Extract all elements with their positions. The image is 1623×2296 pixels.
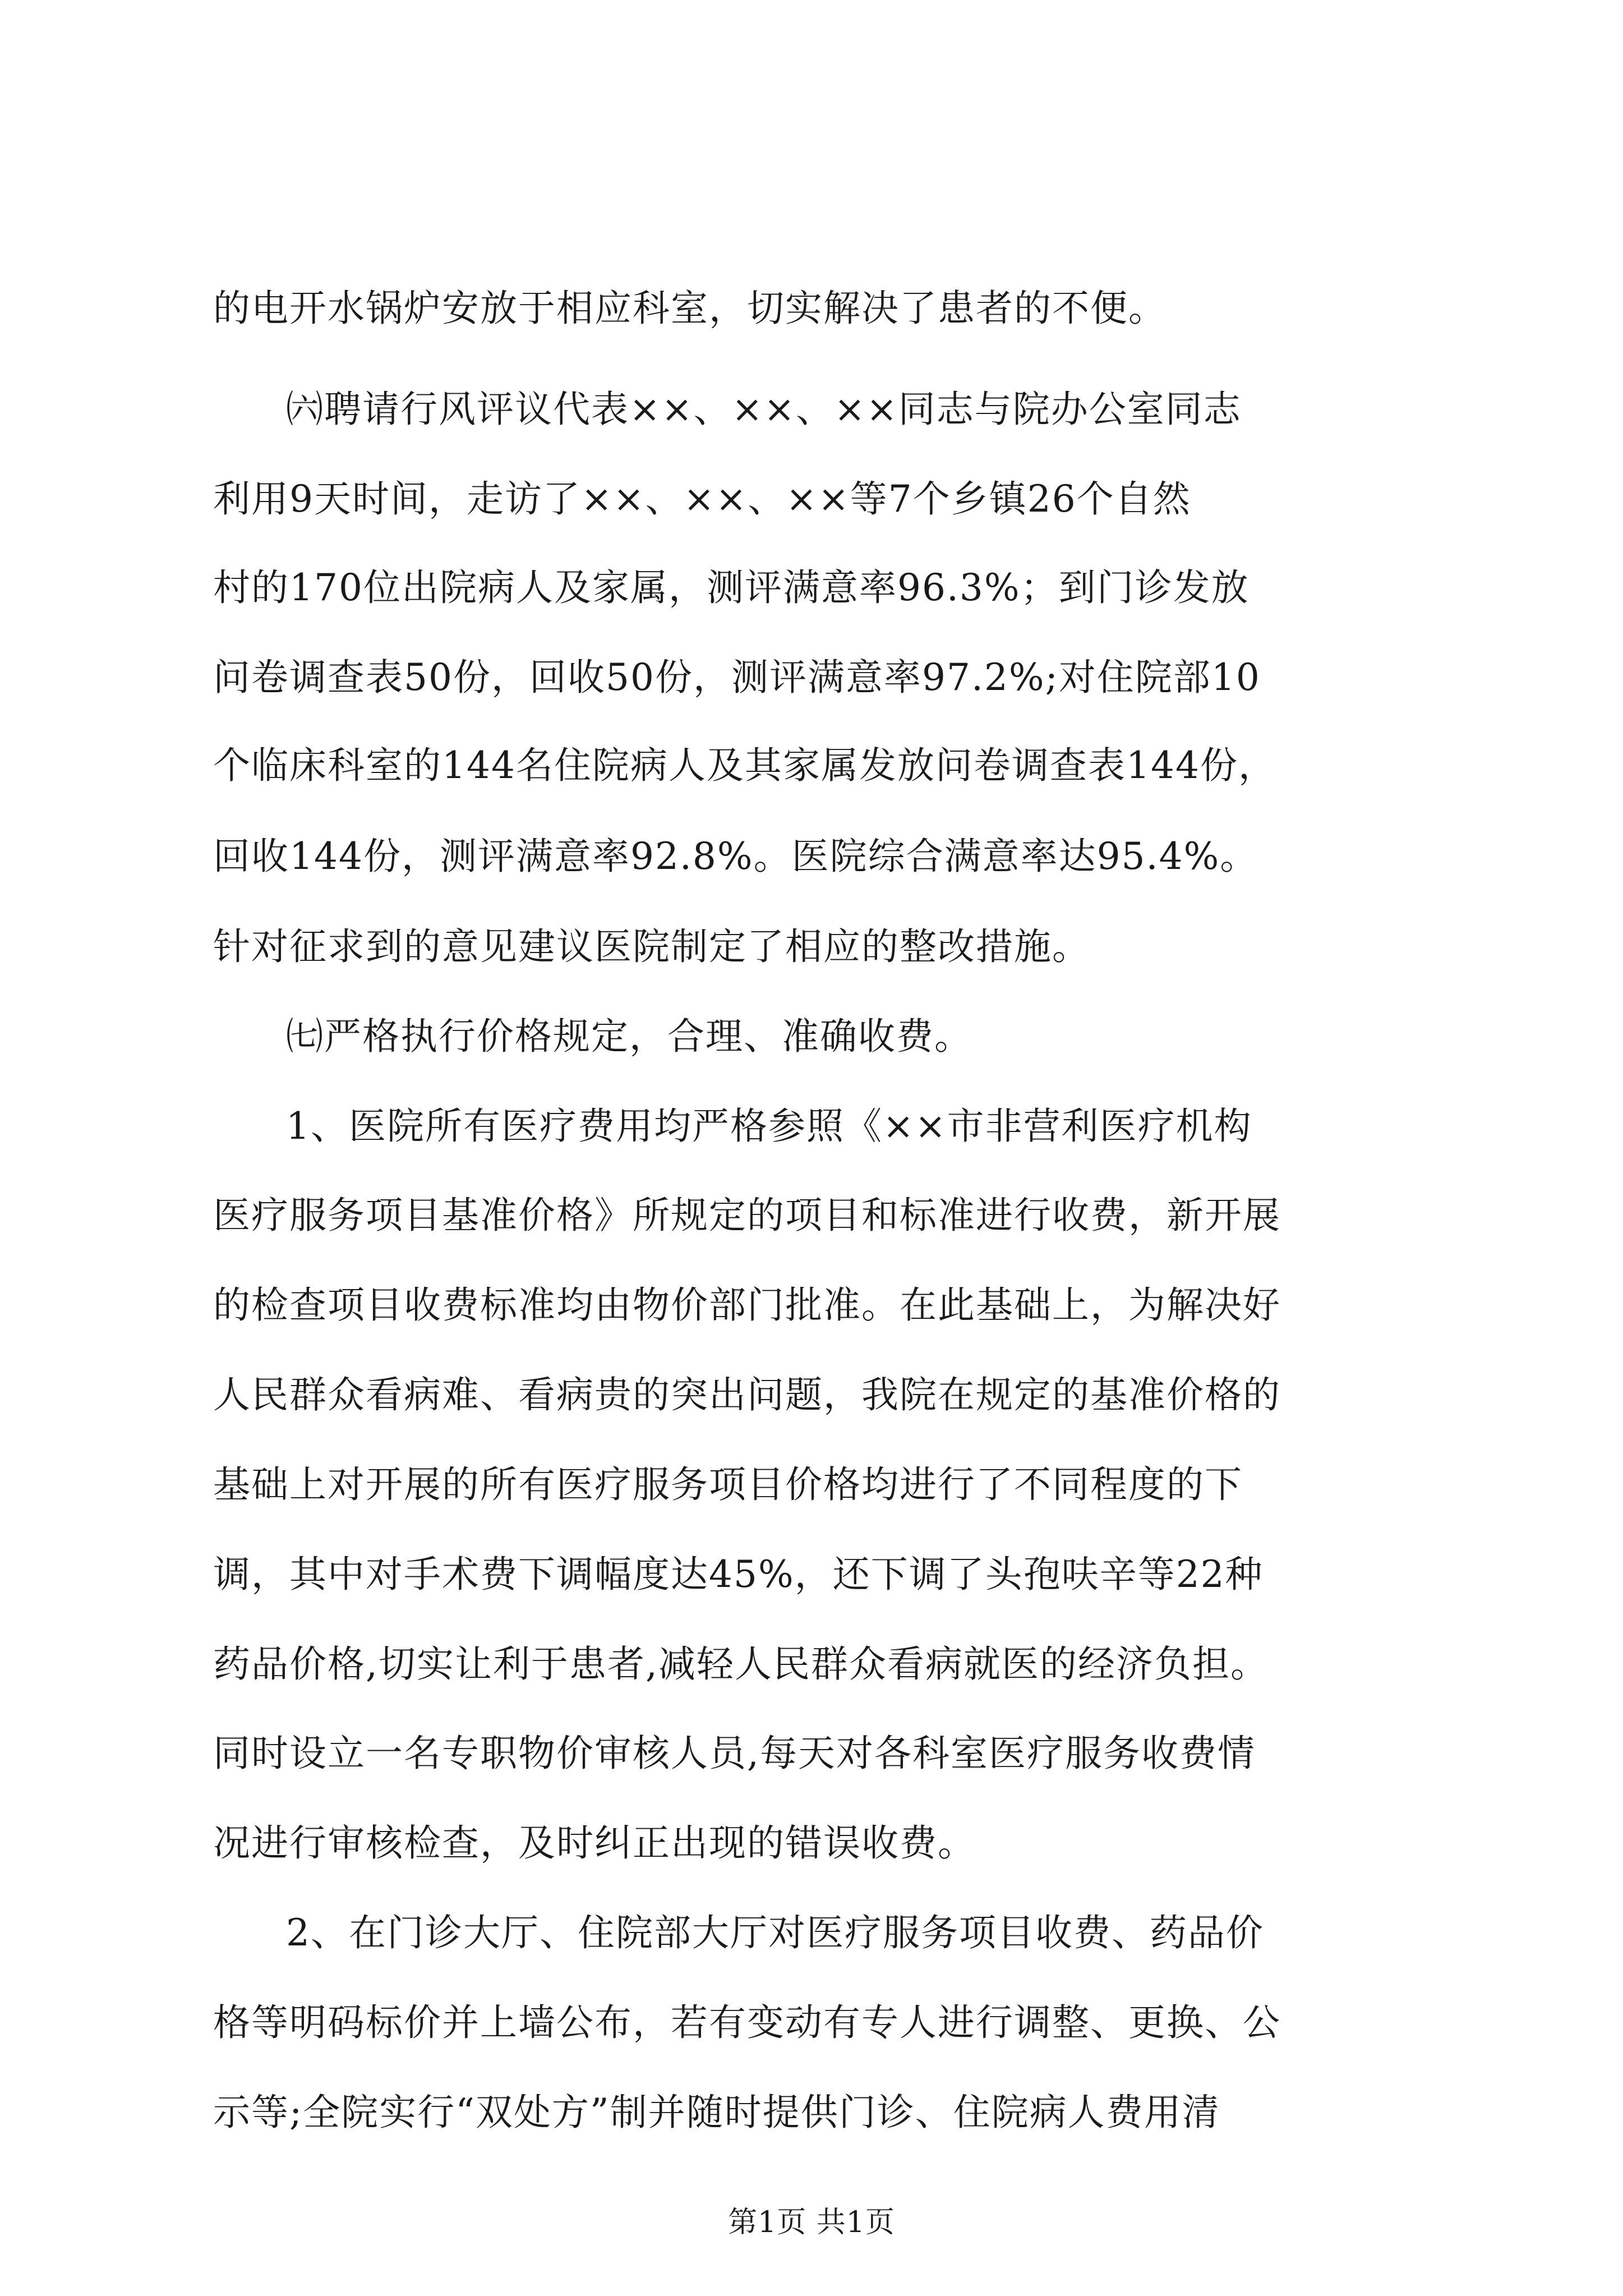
text-line: ㈥聘请行风评议代表××、××、××同志与院办公室同志 [286,388,1242,431]
text-line: 个临床科室的144名住院病人及其家属发放问卷调查表144份， [213,744,1276,787]
text-line: 2、在门诊大厅、住院部大厅对医疗服务项目收费、药品价 [286,1911,1264,1954]
text-line: 回收144份，测评满意率92.8%。医院综合满意率达95.4%。 [213,835,1258,878]
text-line: 基础上对开展的所有医疗服务项目价格均进行了不同程度的下 [213,1463,1243,1506]
text-line: 况进行审核检查，及时纠正出现的错误收费。 [213,1821,976,1865]
text-line: 村的170位出院病人及家属，测评满意率96.3%；到门诊发放 [213,566,1249,609]
text-line: 的检查项目收费标准均由物价部门批准。在此基础上，为解决好 [213,1283,1281,1327]
text-line: ㈦严格执行价格规定，合理、准确收费。 [286,1015,972,1058]
text-line: 问卷调查表50份，回收50份，测评满意率97.2%;对住院部10 [213,656,1261,699]
text-line: 调，其中对手术费下调幅度达45%，还下调了头孢呋辛等22种 [213,1553,1264,1596]
text-line: 利用9天时间，走访了××、××、××等7个乡镇26个自然 [213,477,1191,521]
text-line: 格等明码标价并上墙公布，若有变动有专人进行调整、更换、公 [213,2001,1281,2044]
text-line: 1、医院所有医疗费用均严格参照《××市非营利医疗机构 [286,1105,1252,1148]
text-line: 药品价格,切实让利于患者,减轻人民群众看病就医的经济负担。 [213,1642,1269,1686]
text-line: 人民群众看病难、看病贵的突出问题，我院在规定的基准价格的 [213,1373,1281,1416]
page-number-footer: 第1页 共1页 [728,2206,895,2239]
text-line: 的电开水锅炉安放于相应科室，切实解决了患者的不便。 [213,287,1166,330]
text-line: 同时设立一名专职物价审核人员,每天对各科室医疗服务收费情 [213,1732,1256,1775]
text-line: 示等;全院实行“双处方”制并随时提供门诊、住院病人费用清 [213,2091,1220,2134]
text-line: 医疗服务项目基准价格》所规定的项目和标准进行收费，新开展 [213,1194,1281,1237]
text-line: 针对征求到的意见建议医院制定了相应的整改措施。 [213,925,1090,968]
